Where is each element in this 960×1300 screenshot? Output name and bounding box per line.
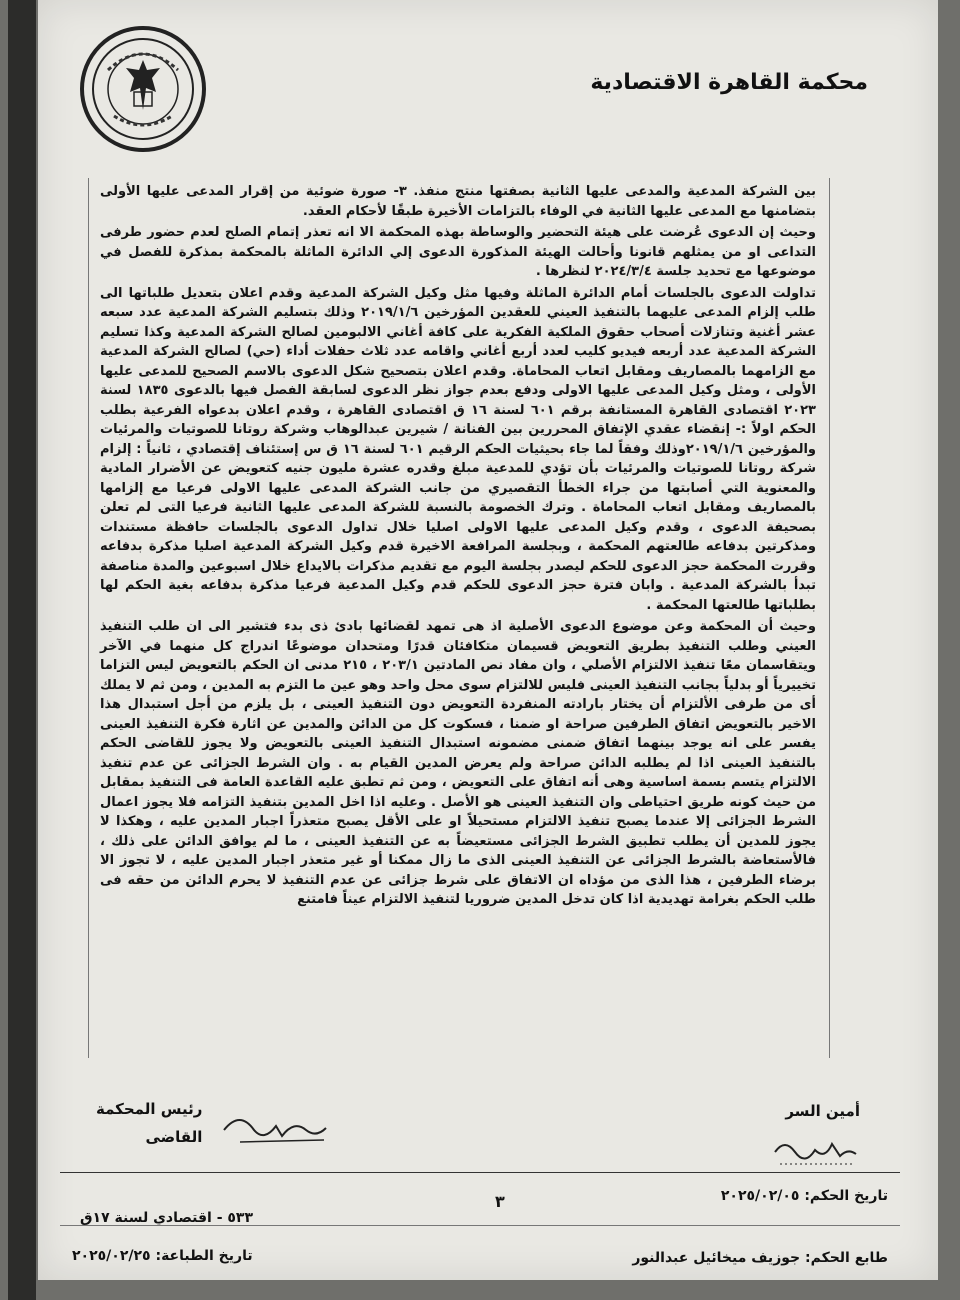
secretary-signature-block [770, 1102, 860, 1174]
case-number: ٥٣٣ - اقتصادي لسنة ١٧ق [80, 1210, 254, 1226]
court-title: محكمة القاهرة الاقتصادية [590, 70, 868, 95]
page-number: ٣ [495, 1192, 505, 1211]
president-label: رئيس المحكمة [96, 1100, 203, 1118]
judge-signature-block [96, 1100, 330, 1152]
paragraph: وحيث أن المحكمة وعن موضوع الدعوى الأصلية اذ هى تمهد لقضائها بادئ ذى بدء فتشير الى ان طلب التنفيذ العيني وطلب التنفيذ بطريق التعويض قسيمان متكافئان قدرًا ومتحدان موضوعًا اندراج كل منهما في الآخر ويتقاسمان معًا تنفيذ الالتزام الأصلي ، وان مفاد نص المادتين ٢٠٣/١ ، ٢١٥ مدنى ان الحكم بالتعويض ليس التزاما تخييرياً أو بدلياً بجانب التنفيذ العينى فليس للالتزام سوى محل واحد وهو عين ما التزم به المدين ، ومن ثم لا يملك أى من طرفى الألتزام أن يختار بارادته المنفردة التعويض دون التنفيذ العينى ، بل يلزم من أجل استبدال هذا الاخير بالتعويض اتفاق الطرفين صراحة او ضمنا ، فسكوت كل من الدائن والمدين عن اثارة فكرة التنفيذ العينى يفسر على انه يوجد بينهما اتفاق ضمنى مضمونه استبدال التنفيذ العينى بالتعويض ولا يجوز للقاضى الحكم بالتنفيذ العينى اذا لم يطلبه الدائن صراحة ولم يعرض المدين القيام به . وان الشرط الجزائى عن عدم تنفيذ الالتزام يتسم بسمة اساسية وهى أنه اتفاق على التعويض ، ومن ثم تطبق عليه القاعدة العامة فى التنفيذ بمقابل من حيث كونه طريق احتياطى وان التنفيذ العينى هو الأصل . وعليه اذا اخل المدين بتنفيذ التزامه فلا يجوز اعمال الشرط الجزائى إلا عندما يصبح تنفيذ الالتزام مستحيلاً او على الأقل يصبح متعذراً اجبار المدين عليه ، وهكذا لا يجوز للمدين أن يطلب تطبيق الشرط الجزائى مستعيضاً به عن التنفيذ العينى ، ما لم يوافق الدائن على ذلك ، فالأستعاضة بالشرط الجزائى عن التنفيذ العينى الذى ما زال ممكنا أو غير متعذر اجبار المدين عليه ، لا تجوز الا برضاء الطرفين ، هذا الذى من مؤداه ان الاتفاق على شرط جزائى عن عدم التنفيذ لا يحرم الدائن من حقه فى طلب الحكم بغرامة تهديدية اذا كان تدخل المدين ضروريا لتنفيذ الالتزام عيناً فامتنع [100, 619, 817, 907]
paragraph: بين الشركة المدعية والمدعى عليها الثانية بصفتها منتج منفذ. ٣- صورة ضوئية من إقرار المدعى عليها الأولى بتضامنها مع المدعى عليها الثانية في الوفاء بالتزامات الأخيرة طبقًا لأحكام العقد. [100, 184, 816, 219]
binder-edge [8, 0, 36, 1300]
judge-label: القاضى [145, 1128, 203, 1146]
printer-name: طابع الحكم: جوزيف ميخائيل عبدالنور [632, 1250, 888, 1266]
signature-scribble-icon [770, 1130, 860, 1170]
footer-divider [60, 1225, 900, 1226]
egypt-eagle-seal-icon [80, 26, 206, 152]
print-date: تاريخ الطباعة: ٢٠٢٥/٠٢/٢٥ [72, 1248, 253, 1264]
signature-scribble-icon [220, 1100, 330, 1152]
footer-divider [60, 1172, 900, 1173]
judgment-body [100, 182, 816, 912]
judgment-date: تاريخ الحكم: ٢٠٢٥/٠٢/٠٥ [720, 1188, 888, 1204]
secretary-label: أمين السر [785, 1102, 860, 1120]
paragraph: وحيث إن الدعوى عُرضت على هيئة التحضير والوساطة بهذه المحكمة الا انه تعذر إتمام الصلح لعدم حضور طرفى التداعى او من يمثلهم قانونا وأحالت الهيئة المذكورة الدعوى إلي الدائرة الماثلة بالمحكمة بمذكرة للفصل في موضوعها مع تحديد جلسة ٢٠٢٤/٣/٤ لنظرها . [100, 225, 816, 279]
paragraph: تداولت الدعوى بالجلسات أمام الدائرة الماثلة وفيها مثل وكيل الشركة المدعية وقدم اعلان بتعديل طلباتها الى طلب إلزام المدعى عليهما بالتنفيذ العيني للعقدين المؤرخين ٢٠١٩/١/٦ وذلك بتسليم الشركة المدعية عدد سبعه عشر أغنية وتنازلات أصحاب حقوق الملكية الفكرية على كافة أغاني الالبومين لصالح الشركة المدعية وكذا تسليم الشركة المدعية عدد أربعه فيديو كليب لعدد أربع أغاني واقامه عدد ثلاث حفلات أداء (حي) لصالح الشركة المدعية مع الزامهما بالمصاريف ومقابل اتعاب المحاماة. وقدم اعلان بتصحيح شكل الدعوى بالاسم الصحيح للمدعى عليها الأولى ، ومثل وكيل المدعى عليها الاولى ودفع بعدم جواز نظر الدعوى لسابقة الفصل فيها بالدعوى ١٨٣٥ لسنة ٢٠٢٣ اقتصادى القاهرة المستانفة برقم ٦٠١ لسنة ١٦ ق اقتصادى القاهرة ، وقدم اعلان بدعواه الفرعية بطلب الحكم اولاً :- إنقضاء عقدي الإتفاق المحررين بين الفنانة / شيرين عبدالوهاب وشركة روتانا للصوتيات والمرئيات والمؤرخين ٢٠١٩/١/٦وذلك وفقاً لما جاء بحيثيات الحكم الرقيم ٦٠١ لسنة ١٦ ق س إستئناف إقتصادي ، ثانياً : إلزام شركة روتانا للصوتيات والمرئيات بأن تؤدي للمدعية مبلغ وقدره عشرة مليون جنيه كتعويض عن الأضرار المادية والمعنوية التي أصابتها من جراء الخطأ التقصيري من جانب الشركة المدعى عليها الاولى فرعيا مع إلزامها بالمصاريف ومقابل اتعاب المحاماة . وترك الخصومة بالنسبة للشركة المدعى عليها الثانية فرعيا التى لم تعلن بصحيفة الدعوى ، وقدم وكيل المدعى عليها الاولى اصليا خلال تداول الدعوى بالجلسات حافظة مستندات ومذكرتين بدفاعه طالعتهم المحكمة ، وبجلسة المرافعة الاخيرة قدم وكيل الشركة المدعية اصليا مذكرة بدفاعه وقررت المحكمة حجز الدعوى للحكم ليصدر بجلسة اليوم مع تقديم مذكرات بالايداع خلال اسبوعين والمدة مناصفة تبدأ بالشركة المدعية . وابان فترة حجز الدعوى للحكم قدم وكيل المدعية فرعيا مذكرة بدفاعه بغية الحكم لها بطلباتها طالعتها المحكمة . [100, 285, 817, 613]
